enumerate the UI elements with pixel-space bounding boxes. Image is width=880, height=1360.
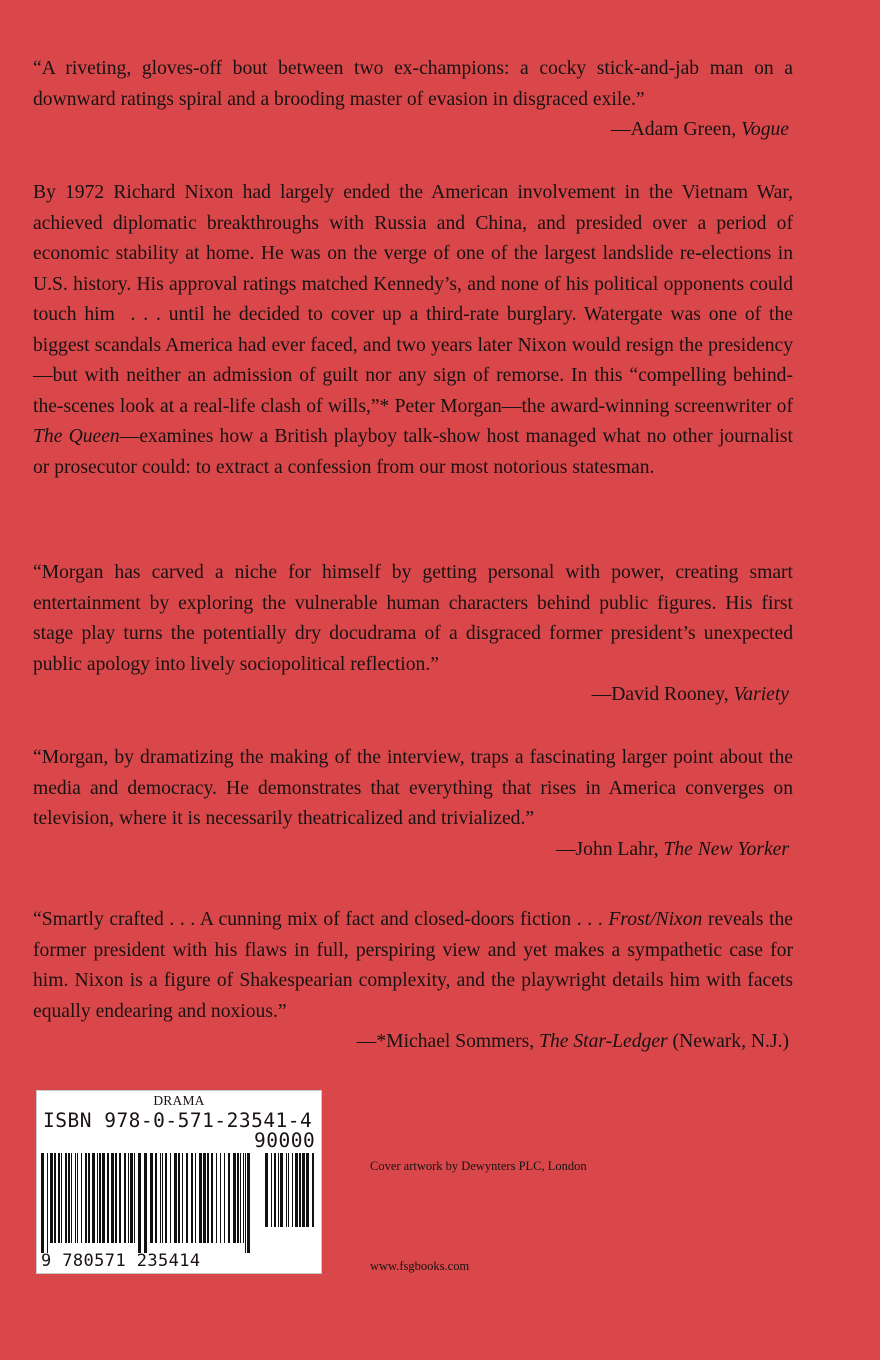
barcode-bar — [99, 1153, 101, 1243]
barcode-bar — [115, 1153, 117, 1243]
description-text — [33, 178, 793, 483]
barcode-bar — [243, 1153, 244, 1243]
barcode-bar — [295, 1153, 298, 1227]
barcode-bar — [88, 1153, 90, 1243]
publisher-url[interactable]: www.fsgbooks.com — [370, 1259, 470, 1273]
barcode-bar — [119, 1153, 121, 1243]
barcode-bar — [203, 1153, 206, 1243]
barcode-bar — [288, 1153, 289, 1227]
quote-text: “Morgan has carved a niche for himself by getting personal with power, creating smart entertainment by exploring the vulnerable human characters behind public figures. His first stage play turns the potentially dry docudrama of a disgraced former president’s unexpected public apology into lively sociopolitical reflection.” — [33, 562, 793, 675]
barcode-bar — [58, 1153, 60, 1243]
barcode-bar — [150, 1153, 153, 1243]
quote-text: “A riveting, gloves-off bout between two ex-champions: a cocky stick-and-jab man on a downward ratings spiral and a brooding master of evasion in disgraced exile.” — [33, 58, 793, 110]
description-part-2: —examines how a British playboy talk-show host managed what no other journalist or prosecutor could: to extract a confession from our most notorious statesman. — [33, 426, 793, 478]
barcode-bar — [299, 1153, 301, 1227]
barcode-bar — [97, 1153, 98, 1243]
isbn-barcode-sticker — [36, 1090, 322, 1274]
barcode-bar — [182, 1153, 183, 1243]
barcode-bar — [228, 1153, 230, 1243]
barcode-bar — [107, 1153, 109, 1243]
barcode-bar — [47, 1153, 48, 1253]
quote-text: “Morgan, by dramatizing the making of the interview, traps a fascinating larger point about the media and democracy. He demonstrates that everything that rises in America converges on television, where it is necessarily theatricalized and trivialized.” — [33, 747, 793, 829]
barcode-bar — [134, 1153, 135, 1243]
barcode-bar — [130, 1153, 133, 1243]
barcode-bar — [265, 1153, 268, 1227]
barcode-digits: 9 780571 235414 — [41, 1251, 201, 1271]
book-description — [33, 178, 793, 483]
addon-barcode-bars — [265, 1153, 317, 1237]
price-addon-number: 90000 — [254, 1129, 316, 1152]
quote-text — [33, 905, 793, 1027]
barcode-bar — [312, 1153, 314, 1227]
quote-part-2: reveals the former president with his flaws in full, perspiring view and yet makes a sympathetic case for him. Nixon is a figure of Shakespearian complexity, and the playwright details him with facets equally endearing and noxious.” — [33, 909, 793, 1022]
barcode-bar — [306, 1153, 309, 1227]
review-quote-new-yorker — [33, 743, 793, 865]
barcode-bar — [92, 1153, 95, 1243]
attribution-place: (Newark, N.J.) — [667, 1031, 789, 1052]
barcode-bar — [138, 1153, 141, 1253]
barcode-bar — [211, 1153, 213, 1243]
barcode-bar — [199, 1153, 202, 1243]
isbn-number: ISBN 978-0-571-23541-4 — [43, 1109, 313, 1132]
attribution-source: The Star-Ledger — [539, 1031, 668, 1052]
barcode-bar — [162, 1153, 163, 1243]
description-title: The Queen — [33, 426, 120, 447]
barcode-bar — [237, 1153, 239, 1243]
barcode-bar — [111, 1153, 114, 1243]
attribution-author: —*Michael Sommers, — [356, 1031, 540, 1052]
attribution-author: —Adam Green, — [611, 119, 742, 140]
barcode-bar — [77, 1153, 78, 1243]
barcode-bar — [220, 1153, 221, 1243]
barcode-bar — [144, 1153, 147, 1253]
barcode-bar — [102, 1153, 105, 1243]
barcode-bar — [292, 1153, 293, 1227]
barcode-bar — [247, 1153, 250, 1253]
quote-attribution — [33, 835, 793, 866]
barcode-bar — [286, 1153, 287, 1227]
barcode-bar — [245, 1153, 246, 1253]
barcode-bar — [81, 1153, 82, 1243]
description-part-1: By 1972 Richard Nixon had largely ended the American involvement in the Vietnam War, achieved diplomatic breakthroughs with Russia and China, and presided over a period of economic stability at home. He was on the verge of one of the largest landslide re-elections in U.S. history. His approval ratings matched Kennedy’s, and none of his political opponents could touch him . . . until he decided to cover up a third-rate burglary. Watergate was one of the biggest scandals America had ever faced, and two years later Nixon would resign the presidency—but with neither an admission of guilt nor any sign of remorse. In this “compelling behind-the-scenes look at a real-life clash of wills,”* Peter Morgan—the award-winning screenwriter of — [33, 182, 793, 417]
barcode-bar — [124, 1153, 126, 1243]
attribution-source: The New Yorker — [663, 838, 789, 860]
barcode-bar — [65, 1153, 67, 1243]
barcode-bar — [75, 1153, 76, 1243]
barcode-bar — [240, 1153, 241, 1243]
ean-barcode-bars — [41, 1153, 251, 1253]
barcode-bar — [68, 1153, 70, 1243]
quote-title: Frost/Nixon — [608, 909, 703, 930]
barcode-bar — [207, 1153, 209, 1243]
barcode-bar — [233, 1153, 236, 1243]
barcode-bar — [54, 1153, 56, 1243]
review-quote-star-ledger — [33, 905, 793, 1058]
barcode-bar — [216, 1153, 217, 1243]
barcode-bar — [170, 1153, 171, 1243]
barcode-bar — [71, 1153, 72, 1243]
barcode-bar — [174, 1153, 177, 1243]
attribution-author: —John Lahr, — [555, 838, 664, 860]
barcode-bar — [186, 1153, 188, 1243]
quote-attribution — [33, 680, 793, 711]
barcode-bar — [224, 1153, 225, 1243]
barcode-bar — [302, 1153, 305, 1227]
barcode-bar — [41, 1153, 44, 1253]
barcode-bar — [61, 1153, 62, 1243]
barcode-category: DRAMA — [153, 1093, 205, 1108]
barcode-bar — [178, 1153, 180, 1243]
barcode-bar — [165, 1153, 167, 1243]
barcode-bar — [128, 1153, 129, 1243]
attribution-source: Variety — [733, 684, 789, 705]
review-quote-variety — [33, 558, 793, 711]
review-quote-vogue — [33, 54, 793, 146]
barcode-bar — [85, 1153, 87, 1243]
barcode-bar — [195, 1153, 196, 1243]
quote-attribution — [33, 1027, 793, 1058]
attribution-source: Vogue — [741, 119, 789, 140]
quote-part-1: “Smartly crafted . . . A cunning mix of fact and closed-doors fiction . . . — [33, 909, 609, 930]
barcode-bar — [278, 1153, 279, 1227]
barcode-bar — [160, 1153, 161, 1243]
quote-attribution — [33, 115, 793, 146]
barcode-bar — [271, 1153, 272, 1227]
barcode-bar — [274, 1153, 276, 1227]
barcode-bar — [191, 1153, 193, 1243]
barcode-bar — [155, 1153, 157, 1243]
cover-credit: Cover artwork by Dewynters PLC, London — [370, 1159, 587, 1173]
barcode-bar — [280, 1153, 283, 1227]
barcode-bar — [50, 1153, 53, 1243]
attribution-author: —David Rooney, — [591, 684, 734, 705]
